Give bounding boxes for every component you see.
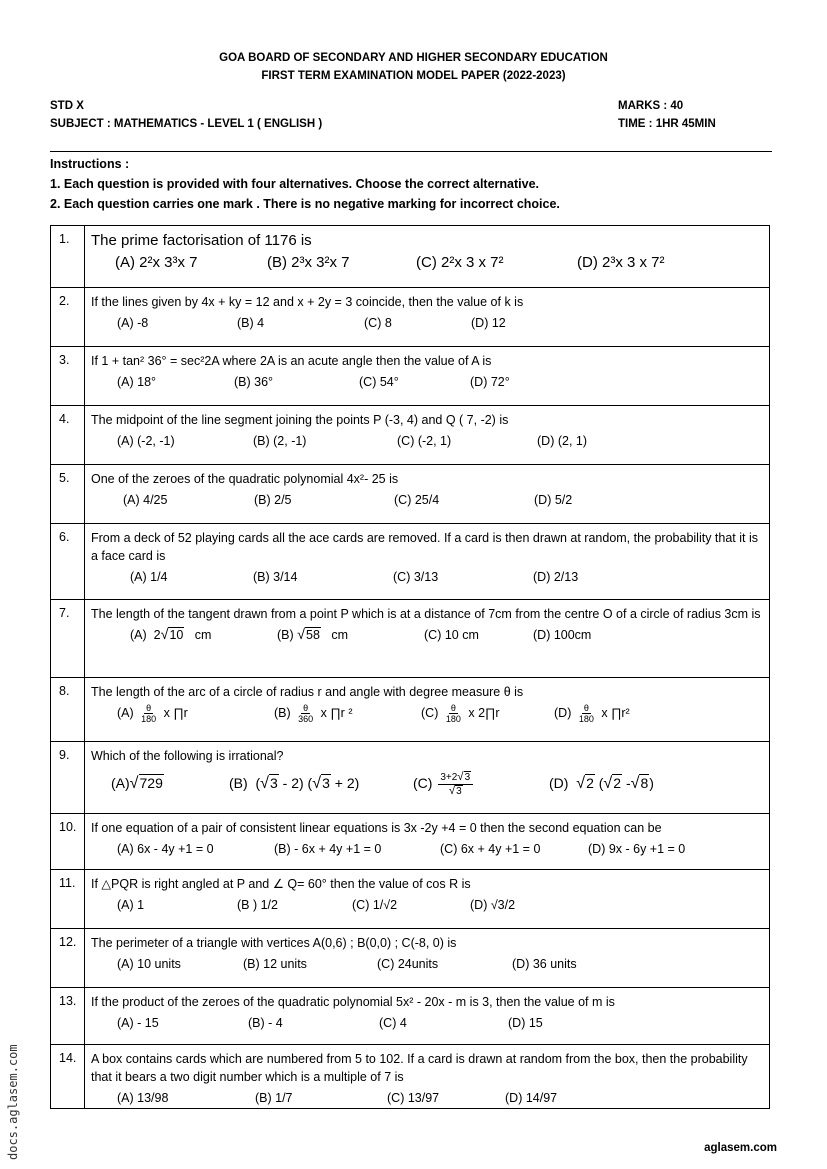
option-c: (C) 8 xyxy=(364,316,392,330)
option-b: (B) 4 xyxy=(237,316,265,330)
question-row xyxy=(51,347,770,406)
question-text: The length of the tangent drawn from a point P which is at a distance of 7cm from the centre O of a circle of radius 3cm is xyxy=(91,607,761,621)
radicand: 3 xyxy=(269,775,278,791)
question-body xyxy=(85,870,770,929)
options-row xyxy=(91,895,763,915)
unit: cm xyxy=(194,628,212,642)
option-d: (D) 72° xyxy=(470,375,510,389)
question-row xyxy=(51,742,770,814)
radicand: 729 xyxy=(139,775,163,791)
options-row xyxy=(91,372,763,392)
question-number: 7. xyxy=(51,600,85,678)
options-row xyxy=(91,839,763,859)
radicand: 58 xyxy=(306,628,320,642)
question-number: 6. xyxy=(51,524,85,600)
numerator: θ xyxy=(303,703,309,714)
options-row xyxy=(91,954,763,974)
option-label: (D) xyxy=(554,706,572,720)
question-row xyxy=(51,600,770,678)
option-b xyxy=(274,703,352,724)
option-c: (C) 2²x 3 x 7² xyxy=(416,254,504,271)
side-watermark-text: docs.aglasem.com xyxy=(6,1044,20,1160)
marks-label: MARKS : 40 xyxy=(618,100,684,112)
instruction-2: 2. Each question carries one mark . There is no negative marking for incorrect choice. xyxy=(50,197,560,211)
question-row xyxy=(51,288,770,347)
option-a: (A) 1 xyxy=(117,898,145,912)
option-a: (A) -8 xyxy=(117,316,149,330)
option-c: (C) 4 xyxy=(379,1016,407,1030)
option-d xyxy=(549,769,654,797)
option-c: (C) 24units xyxy=(377,957,439,971)
option-a xyxy=(111,769,164,797)
options-row xyxy=(91,703,763,727)
radical: √3 xyxy=(260,774,278,792)
question-text: If 1 + tan² 36° = sec²2A where 2A is an acute angle then the value of A is xyxy=(91,354,492,368)
option-c: (C) 1/√2 xyxy=(352,898,398,912)
option-c xyxy=(413,769,475,798)
side-watermark xyxy=(6,1010,26,1160)
radicand: 10 xyxy=(169,628,184,642)
option-a: (A) 1/4 xyxy=(130,570,168,584)
option-b: (B ) 1/2 xyxy=(237,898,278,912)
term: x 2∏r xyxy=(468,706,500,720)
question-body xyxy=(85,678,770,742)
option-a: (A) 6x - 4y +1 = 0 xyxy=(117,842,214,856)
option-d: (D) 100cm xyxy=(533,628,592,642)
option-c: (C) 13/97 xyxy=(387,1091,440,1105)
radical: √10 xyxy=(160,627,184,643)
options-row xyxy=(91,253,763,273)
option-c: (C) (-2, 1) xyxy=(397,434,452,448)
options-row xyxy=(91,431,763,451)
options-row xyxy=(91,625,763,645)
question-row xyxy=(51,465,770,524)
question-row xyxy=(51,524,770,600)
option-label: (D) xyxy=(549,775,569,791)
option-c: (C) 6x + 4y +1 = 0 xyxy=(440,842,541,856)
question-text: If one equation of a pair of consistent linear equations is 3x -2y +4 = 0 then the second equation can be xyxy=(91,821,662,835)
option-d: (D) 15 xyxy=(508,1016,543,1030)
radical-coefficient: 2 xyxy=(153,628,161,642)
question-number: 11. xyxy=(51,870,85,929)
question-number: 9. xyxy=(51,742,85,814)
option-a: (A) 18° xyxy=(117,375,157,389)
option-c: (C) 54° xyxy=(359,375,399,389)
option-d: (D) 9x - 6y +1 = 0 xyxy=(588,842,686,856)
question-row xyxy=(51,870,770,929)
option-d: (D) (2, 1) xyxy=(537,434,587,448)
board-title: GOA BOARD OF SECONDARY AND HIGHER SECONDARY EDUCATION xyxy=(219,52,608,64)
radicand: 8 xyxy=(640,775,649,791)
option-d xyxy=(554,703,630,724)
option-b: (B) 36° xyxy=(234,375,274,389)
option-b: (B) 12 units xyxy=(243,957,307,971)
question-body xyxy=(85,524,770,600)
options-row xyxy=(91,567,763,587)
denominator: 180 xyxy=(141,714,157,725)
option-d: (D) 2/13 xyxy=(533,570,579,584)
denominator xyxy=(447,785,465,798)
question-text: The length of the arc of a circle of radius r and angle with degree measure θ is xyxy=(91,685,524,699)
unit: cm xyxy=(331,628,349,642)
numerator: θ xyxy=(450,703,456,714)
option-c: (C) 3/13 xyxy=(393,570,439,584)
option-label: (C) xyxy=(421,706,439,720)
paren: ( xyxy=(598,775,604,791)
radical: √2 xyxy=(576,774,594,792)
term: - 2) ( xyxy=(282,775,313,791)
radical: √729 xyxy=(129,774,163,792)
option-a: (A) 2²x 3³x 7 xyxy=(115,254,198,271)
option-d: (D) 5/2 xyxy=(534,493,573,507)
options-row xyxy=(91,1013,763,1033)
radicand: 3 xyxy=(456,785,462,797)
question-body xyxy=(85,226,770,288)
option-a xyxy=(117,703,188,724)
radicand: 3 xyxy=(464,771,471,783)
question-row xyxy=(51,814,770,870)
option-b: (B) 2³x 3²x 7 xyxy=(267,254,350,271)
exam-title: FIRST TERM EXAMINATION MODEL PAPER (2022-2023) xyxy=(261,70,566,82)
term: - xyxy=(625,775,631,791)
question-text: If the lines given by 4x + ky = 12 and x + 2y = 3 coincide, then the value of k is xyxy=(91,295,524,309)
fraction xyxy=(438,771,473,798)
question-text: Which of the following is irrational? xyxy=(91,749,284,763)
option-label: (B) xyxy=(274,706,291,720)
question-number: 10. xyxy=(51,814,85,870)
question-body xyxy=(85,742,770,814)
fraction xyxy=(577,703,596,724)
fraction xyxy=(139,703,158,724)
options-row xyxy=(91,313,763,333)
question-body xyxy=(85,1045,770,1109)
question-text: The perimeter of a triangle with vertices A(0,6) ; B(0,0) ; C(-8, 0) is xyxy=(91,936,457,950)
term: x ∏r xyxy=(163,706,188,720)
denominator: 180 xyxy=(445,714,461,725)
question-number: 12. xyxy=(51,929,85,988)
option-c: (C) 10 cm xyxy=(424,628,479,642)
questions-table xyxy=(50,225,770,1109)
denominator: 180 xyxy=(578,714,594,725)
question-body xyxy=(85,347,770,406)
instructions-title: Instructions : xyxy=(50,157,130,171)
option-a: (A) - 15 xyxy=(117,1016,159,1030)
question-text: One of the zeroes of the quadratic polynomial 4x²- 25 is xyxy=(91,472,399,486)
option-b: (B) 2/5 xyxy=(254,493,292,507)
radical: √3 xyxy=(448,784,462,797)
option-b: (B) - 4 xyxy=(248,1016,283,1030)
question-row xyxy=(51,1045,770,1109)
numerator: θ xyxy=(583,703,589,714)
option-c xyxy=(421,703,500,724)
option-a: (A) 10 units xyxy=(117,957,181,971)
option-label: (B) xyxy=(229,775,248,791)
option-a xyxy=(130,625,211,645)
question-body xyxy=(85,929,770,988)
question-body xyxy=(85,406,770,465)
question-text: If the product of the zeroes of the quadratic polynomial 5x² - 20x - m is 3, then the value of m is xyxy=(91,995,615,1009)
radicand: 2 xyxy=(586,775,594,791)
question-text: From a deck of 52 playing cards all the ace cards are removed. If a card is then drawn at random, the probability that it is a face card is xyxy=(91,531,758,563)
term: x ∏r ² xyxy=(320,706,353,720)
question-body xyxy=(85,465,770,524)
question-text: The midpoint of the line segment joining the points P (-3, 4) and Q ( 7, -2) is xyxy=(91,413,509,427)
term: x ∏r² xyxy=(601,706,630,720)
option-b xyxy=(229,769,359,797)
options-row xyxy=(91,1088,763,1108)
options-row xyxy=(91,769,763,799)
option-a: (A) 13/98 xyxy=(117,1091,169,1105)
options-row xyxy=(91,490,763,510)
term: 3+2 xyxy=(440,771,458,783)
question-number: 3. xyxy=(51,347,85,406)
question-text: The prime factorisation of 1176 is xyxy=(91,232,312,249)
option-b: (B) 1/7 xyxy=(255,1091,293,1105)
paren: ( xyxy=(255,775,261,791)
radical: √2 xyxy=(603,774,622,792)
subject-label: SUBJECT : MATHEMATICS - LEVEL 1 ( ENGLISH ) xyxy=(50,118,323,130)
option-b xyxy=(277,625,348,645)
question-body xyxy=(85,814,770,870)
question-row xyxy=(51,678,770,742)
radicand: 2 xyxy=(613,775,622,791)
question-row xyxy=(51,929,770,988)
question-number: 14. xyxy=(51,1045,85,1109)
option-d: (D) 12 xyxy=(471,316,506,330)
numerator: θ xyxy=(146,703,152,714)
option-d: (D) 14/97 xyxy=(505,1091,558,1105)
question-row xyxy=(51,988,770,1045)
fraction xyxy=(296,703,315,724)
option-label: (B) xyxy=(277,628,294,642)
question-text: A box contains cards which are numbered from 5 to 102. If a card is drawn at random from the box, then the probability that it bears a two digit number which is a multiple of 7 is xyxy=(91,1052,748,1084)
paren: ) xyxy=(649,775,654,791)
option-d: (D) 2³x 3 x 7² xyxy=(577,254,665,271)
option-d: (D) 36 units xyxy=(512,957,577,971)
option-label: (A) xyxy=(111,775,130,791)
question-row xyxy=(51,226,770,288)
radical: √3 xyxy=(457,770,471,783)
radical: √8 xyxy=(630,774,649,792)
question-number: 8. xyxy=(51,678,85,742)
option-b: (B) 3/14 xyxy=(253,570,298,584)
std-label: STD X xyxy=(50,100,84,112)
option-a: (A) 4/25 xyxy=(123,493,168,507)
footer-brand: aglasem.com xyxy=(704,1142,777,1154)
option-a: (A) (-2, -1) xyxy=(117,434,175,448)
question-body xyxy=(85,288,770,347)
radicand: 3 xyxy=(322,775,330,791)
question-number: 4. xyxy=(51,406,85,465)
question-body xyxy=(85,988,770,1045)
option-b: (B) (2, -1) xyxy=(253,434,307,448)
time-label: TIME : 1HR 45MIN xyxy=(618,118,716,130)
term: + 2) xyxy=(334,775,360,791)
option-label: (A) xyxy=(130,628,147,642)
option-label: (C) xyxy=(413,775,433,791)
option-c: (C) 25/4 xyxy=(394,493,440,507)
question-body xyxy=(85,600,770,678)
numerator xyxy=(438,771,473,785)
question-row xyxy=(51,406,770,465)
question-number: 13. xyxy=(51,988,85,1045)
question-number: 2. xyxy=(51,288,85,347)
question-number: 5. xyxy=(51,465,85,524)
instruction-1: 1. Each question is provided with four alternatives. Choose the correct alternative. xyxy=(50,177,540,191)
question-number: 1. xyxy=(51,226,85,288)
option-b: (B) - 6x + 4y +1 = 0 xyxy=(274,842,382,856)
option-d: (D) √3/2 xyxy=(470,898,516,912)
radical: √58 xyxy=(297,627,320,643)
question-text: If △PQR is right angled at P and ∠ Q= 60° then the value of cos R is xyxy=(91,877,471,891)
header-divider xyxy=(50,151,772,152)
option-label: (A) xyxy=(117,706,134,720)
denominator: 360 xyxy=(298,714,314,725)
radical: √3 xyxy=(312,774,330,792)
fraction xyxy=(444,703,463,724)
